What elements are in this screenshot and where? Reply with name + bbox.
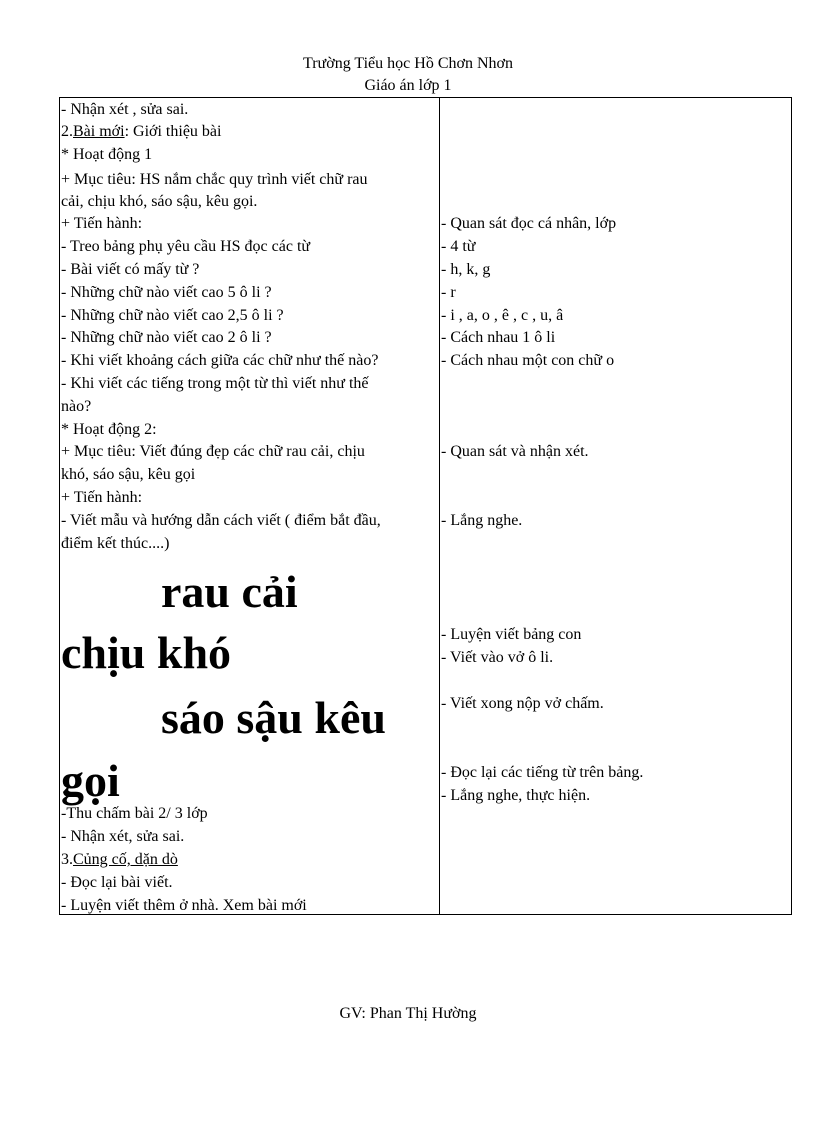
right-line: - Quan sát và nhận xét. — [441, 443, 589, 460]
right-line: - i , a, o , ê , c , u, â — [441, 307, 564, 324]
right-line: - Luyện viết bảng con — [441, 626, 582, 643]
left-line: - Luyện viết thêm ở nhà. Xem bài mới — [61, 897, 307, 914]
right-line: - Lắng nghe. — [441, 512, 523, 529]
right-line: - Lắng nghe, thực hiện. — [441, 787, 591, 804]
right-line: - Viết xong nộp vở chấm. — [441, 695, 604, 712]
right-line: - Viết vào vở ô li. — [441, 649, 554, 666]
document-subtitle: Giáo án lớp 1 — [364, 77, 452, 94]
left-line: - Nhận xét, sửa sai. — [61, 828, 185, 845]
left-line: * Hoạt động 1 — [61, 146, 153, 163]
left-line: + Mục tiêu: Viết đúng đẹp các chữ rau cải, chịu — [61, 443, 365, 460]
left-line: * Hoạt động 2: — [61, 421, 157, 438]
right-line: - Cách nhau một con chữ o — [441, 352, 615, 369]
left-line: - Đọc lại bài viết. — [61, 874, 173, 891]
left-line: -Thu chấm bài 2/ 3 lớp — [61, 805, 208, 822]
right-line: - Quan sát đọc cá nhân, lớp — [441, 215, 617, 232]
writing-sample: rau cải — [161, 566, 298, 617]
right-line: - 4 từ — [441, 238, 476, 255]
left-line: - Bài viết có mấy từ ? — [61, 261, 200, 278]
left-line: khó, sáo sậu, kêu gọi — [61, 466, 196, 483]
right-line: - h, k, g — [441, 261, 491, 278]
right-line: - Đọc lại các tiếng từ trên bảng. — [441, 764, 644, 781]
left-line: - Treo bảng phụ yêu cầu HS đọc các từ — [61, 238, 311, 255]
writing-sample: gọi — [61, 755, 120, 806]
left-line: + Mục tiêu: HS nắm chắc quy trình viết chữ rau — [61, 171, 368, 188]
left-line: + Tiến hành: — [61, 489, 143, 506]
writing-sample: sáo sậu kêu — [161, 692, 386, 743]
left-line: - Khi viết các tiếng trong một từ thì viết như thế — [61, 375, 369, 392]
left-line: - Nhận xét , sửa sai. — [61, 101, 189, 118]
left-line: - Những chữ nào viết cao 2 ô li ? — [61, 329, 272, 346]
left-line: - Những chữ nào viết cao 5 ô li ? — [61, 284, 272, 301]
section-heading-new-lesson: 2.Bài mới: Giới thiệu bài — [61, 123, 222, 140]
right-line: - r — [441, 284, 456, 301]
column-divider — [439, 97, 440, 915]
right-line: - Cách nhau 1 ô li — [441, 329, 556, 346]
left-line: + Tiến hành: — [61, 215, 143, 232]
writing-sample: chịu khó — [61, 627, 232, 678]
school-name: Trường Tiểu học Hồ Chơn Nhơn — [303, 55, 513, 72]
teacher-signature: GV: Phan Thị Hường — [339, 1005, 477, 1022]
left-line: - Khi viết khoảng cách giữa các chữ như thế nào? — [61, 352, 379, 369]
left-line: nào? — [61, 398, 92, 415]
lesson-table — [59, 97, 792, 915]
left-line: điểm kết thúc....) — [61, 535, 170, 552]
left-line: - Viết mẫu và hướng dẫn cách viết ( điểm bắt đầu, — [61, 512, 381, 529]
left-line: cải, chịu khó, sáo sậu, kêu gọi. — [61, 193, 258, 210]
section-heading-review: 3.Củng cố, dặn dò — [61, 851, 178, 868]
left-line: - Những chữ nào viết cao 2,5 ô li ? — [61, 307, 284, 324]
